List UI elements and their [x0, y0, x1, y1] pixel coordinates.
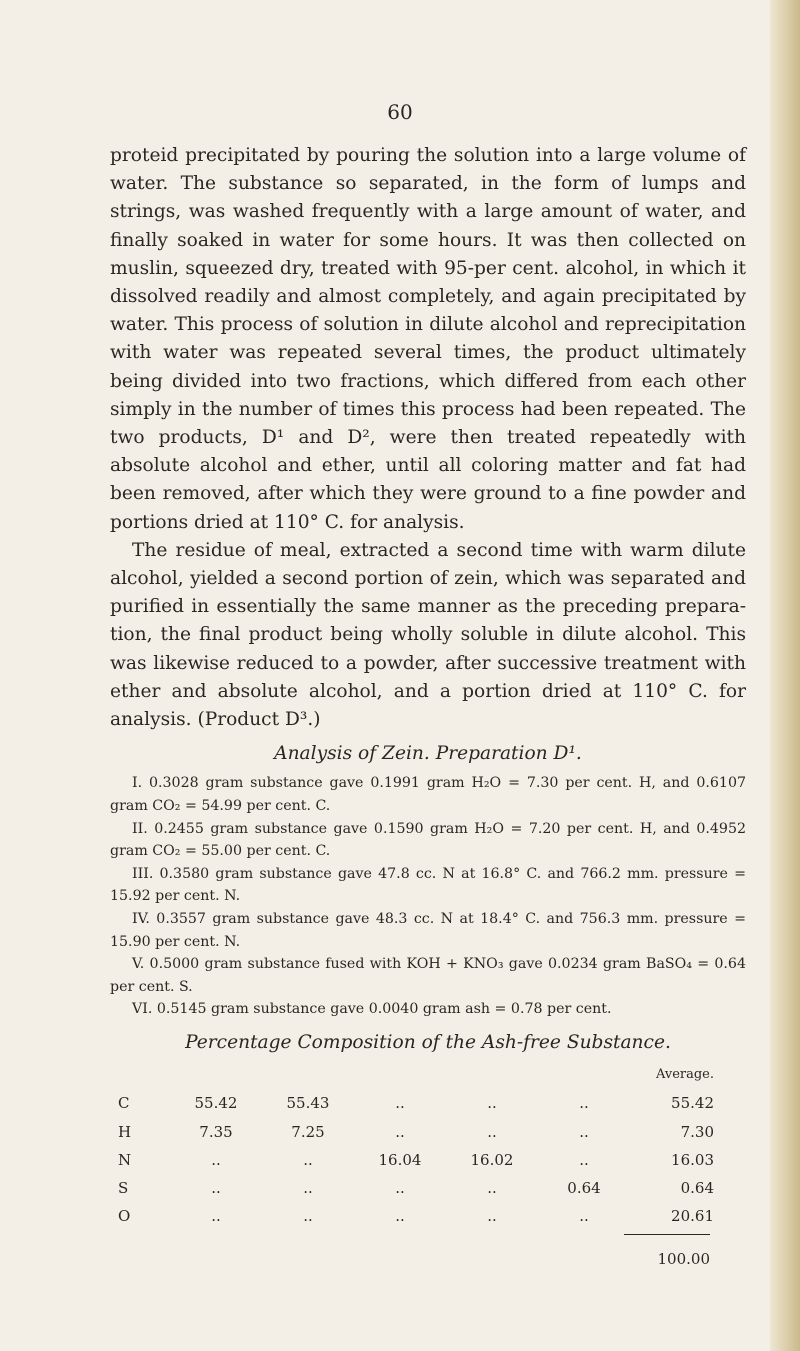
- table-cell: 55.42: [194, 1094, 238, 1113]
- table-cell: ..: [487, 1179, 497, 1198]
- analysis-item: V. 0.5000 gram substance fused with KOH + KNO₃ gave 0.0234 gram BaSO₄ = 0.64 per cent. S.: [110, 956, 746, 995]
- analysis-item: VI. 0.5145 gram substance gave 0.0040 gram ash = 0.78 per cent.: [132, 1001, 612, 1018]
- table-cell: ..: [579, 1094, 589, 1113]
- analysis-item: IV. 0.3557 gram substance gave 48.3 cc. N at 18.4° C. and 756.3 mm. pressure = 15.90 per cent. N.: [110, 911, 746, 950]
- element-symbol: N: [118, 1150, 132, 1169]
- table-header-row: [118, 1061, 714, 1089]
- table-cell: ..: [303, 1179, 313, 1198]
- average-cell: 20.61: [671, 1207, 714, 1226]
- element-symbol: H: [118, 1122, 132, 1141]
- table-cell: ..: [579, 1150, 589, 1169]
- table-cell: 7.25: [291, 1122, 325, 1141]
- element-symbol: C: [118, 1094, 130, 1113]
- element-symbol: S: [118, 1179, 129, 1198]
- average-column-header: Average.: [655, 1067, 714, 1083]
- sum-rule: [624, 1234, 710, 1235]
- paragraph: proteid precipitated by pouring the solution into a large volume of water. The substance so separated, in the form of lumps and strings, was washed frequently with a large amount of water, and finally soaked in water for some hours. It was then collected on muslin, squeezed dry, treated with 95-per cent. alcohol, in which it dissolved readily and almost completely, and again precipitated by water. This process of solution in dilute alcohol and reprecipitation with water was repeated several times, the product ultimately being divided into two fractions, which differed from each other simply in the number of times this process had been repeated. The two products, D¹ and D², were then treated repeatedly with absolute alcohol and ether, until all coloring matter and fat had been removed, after which they were ground to a fine powder and portions dried at 110° C. for analysis.: [110, 145, 746, 533]
- table-cell: ..: [211, 1207, 221, 1226]
- total-value: 100.00: [657, 1250, 710, 1269]
- table-row: [118, 1118, 714, 1146]
- analysis-heading: Analysis of Zein. Preparation D¹.: [274, 743, 582, 765]
- table-cell: 16.04: [378, 1150, 422, 1169]
- paragraph: The residue of meal, extracted a second time with warm dilute alcohol, yielded a second portion of zein, which was separated and purified in essentially the same manner as the preceding preparation, the final product being wholly soluble in dilute alcohol. This was likewise reduced to a powder, after successive treatment with ether and absolute alcohol, and a portion dried at 110° C. for analysis. (Product D³.): [110, 539, 746, 731]
- table-row: [118, 1202, 714, 1230]
- table-row: [118, 1146, 714, 1174]
- composition-heading: Percentage Composition of the Ash-free Substance.: [185, 1032, 671, 1053]
- table-cell: ..: [395, 1207, 405, 1226]
- analysis-item: III. 0.3580 gram substance gave 47.8 cc. N at 16.8° C. and 766.2 mm. pressure = 15.92 per cent. N.: [110, 865, 746, 905]
- average-cell: 7.30: [680, 1122, 714, 1141]
- page-number: 60: [387, 100, 413, 124]
- page-edge-shadow: [770, 0, 800, 1351]
- table-cell: ..: [579, 1122, 589, 1141]
- analysis-item: I. 0.3028 gram substance gave 0.1991 gram H₂O = 7.30 per cent. H, and 0.6107 gram CO₂ = 54.99 per cent. C.: [110, 775, 746, 815]
- table-cell: ..: [487, 1122, 497, 1141]
- table-cell: 7.35: [199, 1122, 233, 1141]
- table-cell: 0.64: [567, 1179, 601, 1198]
- average-cell: 0.64: [680, 1179, 714, 1198]
- analysis-item: II. 0.2455 gram substance gave 0.1590 gram H₂O = 7.20 per cent. H, and 0.4952 gram CO₂ = 55.00 per cent. C.: [110, 820, 746, 860]
- table-cell: ..: [395, 1094, 405, 1113]
- average-cell: 16.03: [671, 1150, 714, 1169]
- table-cell: ..: [303, 1207, 313, 1226]
- table-row: [118, 1174, 714, 1202]
- element-symbol: O: [118, 1207, 131, 1226]
- table-row: [118, 1089, 714, 1117]
- table-cell: ..: [211, 1150, 221, 1169]
- table-cell: ..: [211, 1179, 221, 1198]
- composition-table: [118, 1061, 714, 1230]
- table-cell: ..: [487, 1094, 497, 1113]
- table-cell: ..: [303, 1150, 313, 1169]
- table-cell: 16.02: [470, 1150, 514, 1169]
- table-cell: ..: [395, 1179, 405, 1198]
- average-cell: 55.42: [671, 1094, 714, 1113]
- table-cell: ..: [395, 1122, 405, 1141]
- table-cell: ..: [487, 1207, 497, 1226]
- analysis-list: [110, 772, 746, 1021]
- page-body: [110, 142, 746, 1274]
- table-cell: 55.43: [286, 1094, 330, 1113]
- table-cell: ..: [579, 1207, 589, 1226]
